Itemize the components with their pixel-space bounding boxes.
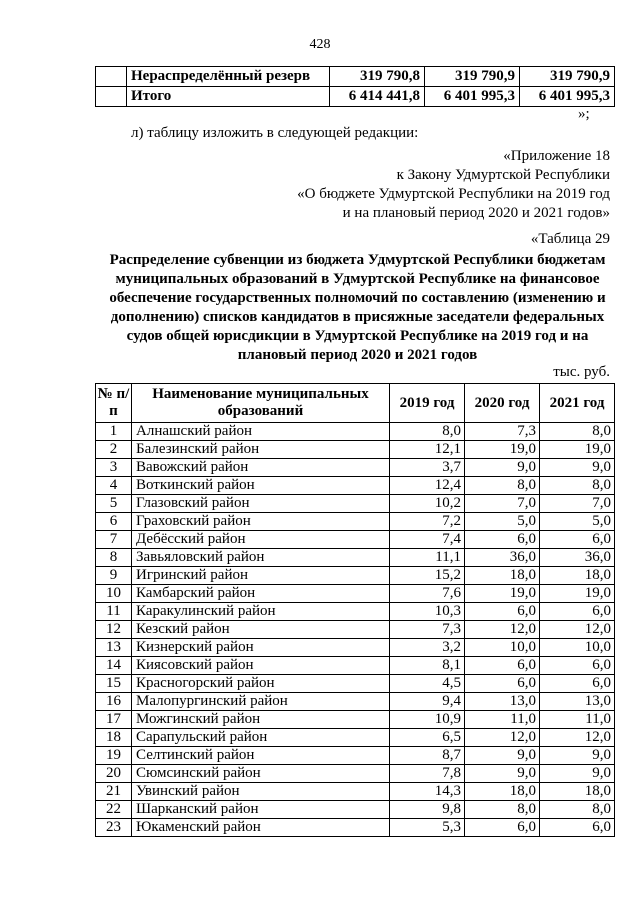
table-row [96, 585, 615, 603]
document-title: Распределение субвенции из бюджета Удмуртской Республики бюджетам муниципальных образований в Удмуртской Республике на финансовое обеспечение государственных полномочий по составлению (изменению и дополнению) списков кандидатов в присяжные заседатели федеральных судов общей юрисдикции в Удмуртской Республике на 2019 год и на плановый период 2020 и 2021 годов [109, 252, 606, 363]
table-label: «Таблица 29 [530, 231, 610, 247]
table-row [96, 801, 615, 819]
value-2020: 319 790,9 [425, 67, 520, 87]
value-2019: 8,7 [390, 747, 465, 765]
row-number: 20 [96, 765, 132, 783]
value-2020: 18,0 [465, 783, 540, 801]
value-2020: 12,0 [465, 621, 540, 639]
value-2019: 12,1 [390, 441, 465, 459]
value-2020: 19,0 [465, 441, 540, 459]
row-number: 16 [96, 693, 132, 711]
value-2021: 36,0 [540, 549, 615, 567]
value-2020: 6 401 995,3 [425, 87, 520, 107]
value-2021: 8,0 [540, 477, 615, 495]
value-2020: 9,0 [465, 459, 540, 477]
municipality-name: Киясовский район [132, 657, 390, 675]
value-2019: 3,7 [390, 459, 465, 477]
value-2019: 12,4 [390, 477, 465, 495]
municipality-name: Малопургинский район [132, 693, 390, 711]
row-number: 7 [96, 531, 132, 549]
row-number: 10 [96, 585, 132, 603]
value-2021: 6,0 [540, 819, 615, 837]
table-row [96, 693, 615, 711]
value-2020: 6,0 [465, 657, 540, 675]
column-header-name: Наименование муниципальных образований [132, 384, 390, 423]
row-number: 21 [96, 783, 132, 801]
value-2021: 6,0 [540, 675, 615, 693]
value-2019: 5,3 [390, 819, 465, 837]
row-number: 1 [96, 423, 132, 441]
value-2021: 5,0 [540, 513, 615, 531]
value-2020: 6,0 [465, 603, 540, 621]
municipality-name: Игринский район [132, 567, 390, 585]
appendix-header [297, 147, 610, 223]
value-2021: 6,0 [540, 531, 615, 549]
value-2019: 9,8 [390, 801, 465, 819]
value-2020: 9,0 [465, 747, 540, 765]
value-2020: 8,0 [465, 477, 540, 495]
value-2020: 6,0 [465, 819, 540, 837]
row-number: 4 [96, 477, 132, 495]
municipality-name: Сюмсинский район [132, 765, 390, 783]
appendix-line: и на плановый период 2020 и 2021 годов» [342, 205, 610, 221]
municipality-name: Вавожский район [132, 459, 390, 477]
row-number: 2 [96, 441, 132, 459]
value-2021: 6,0 [540, 603, 615, 621]
municipality-name: Селтинский район [132, 747, 390, 765]
table-row [96, 459, 615, 477]
table-row [96, 783, 615, 801]
value-2020: 7,3 [465, 423, 540, 441]
value-2019: 10,2 [390, 495, 465, 513]
row-number: 8 [96, 549, 132, 567]
unit-label: тыс. руб. [553, 364, 610, 380]
value-2019: 11,1 [390, 549, 465, 567]
value-2019: 9,4 [390, 693, 465, 711]
municipality-name: Глазовский район [132, 495, 390, 513]
appendix-line: «О бюджете Удмуртской Республики на 2019 год [297, 186, 610, 202]
value-2021: 18,0 [540, 783, 615, 801]
table-row [96, 87, 615, 107]
value-2019: 7,3 [390, 621, 465, 639]
value-2021: 19,0 [540, 585, 615, 603]
table-row [96, 747, 615, 765]
closing-quote: »; [578, 106, 590, 122]
table-row [96, 621, 615, 639]
row-number: 11 [96, 603, 132, 621]
value-2021: 12,0 [540, 729, 615, 747]
table-header-row [96, 384, 615, 423]
table-row [96, 765, 615, 783]
value-2020: 6,0 [465, 531, 540, 549]
value-2020: 10,0 [465, 639, 540, 657]
table-row [96, 477, 615, 495]
row-number: 14 [96, 657, 132, 675]
row-number: 6 [96, 513, 132, 531]
table-row [96, 675, 615, 693]
value-2020: 11,0 [465, 711, 540, 729]
row-number: 3 [96, 459, 132, 477]
value-2019: 6,5 [390, 729, 465, 747]
value-2021: 10,0 [540, 639, 615, 657]
row-number: 18 [96, 729, 132, 747]
value-2021: 9,0 [540, 747, 615, 765]
column-header-2021: 2021 год [540, 384, 615, 423]
value-2019: 4,5 [390, 675, 465, 693]
value-2021: 8,0 [540, 801, 615, 819]
value-2019: 7,2 [390, 513, 465, 531]
municipality-name: Дебёсский район [132, 531, 390, 549]
table-row [96, 603, 615, 621]
municipality-name: Кизнерский район [132, 639, 390, 657]
value-2021: 18,0 [540, 567, 615, 585]
instruction-text: л) таблицу изложить в следующей редакции: [131, 125, 419, 141]
value-2019: 14,3 [390, 783, 465, 801]
table-row [96, 67, 615, 87]
value-2021: 6,0 [540, 657, 615, 675]
municipality-name: Можгинский район [132, 711, 390, 729]
row-number: 17 [96, 711, 132, 729]
row-number: 23 [96, 819, 132, 837]
table-row [96, 495, 615, 513]
table-row [96, 423, 615, 441]
row-number: 13 [96, 639, 132, 657]
value-2021: 9,0 [540, 765, 615, 783]
table-row [96, 711, 615, 729]
value-2021: 8,0 [540, 423, 615, 441]
column-header-number: № п/п [96, 384, 132, 423]
table-cell-empty [96, 67, 127, 87]
municipality-name: Балезинский район [132, 441, 390, 459]
row-number: 9 [96, 567, 132, 585]
value-2019: 7,4 [390, 531, 465, 549]
table-cell-empty [96, 87, 127, 107]
value-2020: 12,0 [465, 729, 540, 747]
value-2021: 13,0 [540, 693, 615, 711]
value-2020: 18,0 [465, 567, 540, 585]
municipality-name: Кезский район [132, 621, 390, 639]
municipality-name: Граховский район [132, 513, 390, 531]
table-row [96, 441, 615, 459]
value-2020: 19,0 [465, 585, 540, 603]
value-2020: 5,0 [465, 513, 540, 531]
value-2020: 36,0 [465, 549, 540, 567]
table-row [96, 729, 615, 747]
value-2020: 6,0 [465, 675, 540, 693]
value-2021: 9,0 [540, 459, 615, 477]
value-2019: 8,1 [390, 657, 465, 675]
value-2021: 12,0 [540, 621, 615, 639]
value-2021: 319 790,9 [520, 67, 615, 87]
value-2019: 10,9 [390, 711, 465, 729]
municipality-name: Шарканский район [132, 801, 390, 819]
table-row [96, 657, 615, 675]
row-number: 22 [96, 801, 132, 819]
reserve-total-table [95, 66, 615, 107]
table-row [96, 567, 615, 585]
municipality-name: Воткинский район [132, 477, 390, 495]
value-2021: 11,0 [540, 711, 615, 729]
subvention-table [95, 383, 615, 837]
table-row [96, 513, 615, 531]
municipality-name: Алнашский район [132, 423, 390, 441]
value-2019: 15,2 [390, 567, 465, 585]
column-header-2019: 2019 год [390, 384, 465, 423]
value-2019: 8,0 [390, 423, 465, 441]
row-label: Итого [127, 87, 330, 107]
appendix-line: «Приложение 18 [503, 148, 610, 164]
table-row [96, 819, 615, 837]
value-2021: 19,0 [540, 441, 615, 459]
table-row [96, 531, 615, 549]
value-2019: 319 790,8 [330, 67, 425, 87]
municipality-name: Завьяловский район [132, 549, 390, 567]
column-header-2020: 2020 год [465, 384, 540, 423]
value-2019: 7,8 [390, 765, 465, 783]
value-2021: 6 401 995,3 [520, 87, 615, 107]
value-2021: 7,0 [540, 495, 615, 513]
value-2019: 7,6 [390, 585, 465, 603]
value-2020: 7,0 [465, 495, 540, 513]
value-2019: 10,3 [390, 603, 465, 621]
row-number: 12 [96, 621, 132, 639]
value-2019: 3,2 [390, 639, 465, 657]
table-row [96, 549, 615, 567]
page-number: 428 [309, 37, 331, 52]
table-row [96, 639, 615, 657]
value-2020: 13,0 [465, 693, 540, 711]
row-number: 15 [96, 675, 132, 693]
appendix-line: к Закону Удмуртской Республики [396, 167, 610, 183]
row-label: Нераспределённый резерв [127, 67, 330, 87]
row-number: 19 [96, 747, 132, 765]
municipality-name: Сарапульский район [132, 729, 390, 747]
municipality-name: Каракулинский район [132, 603, 390, 621]
municipality-name: Увинский район [132, 783, 390, 801]
municipality-name: Юкаменский район [132, 819, 390, 837]
value-2019: 6 414 441,8 [330, 87, 425, 107]
value-2020: 9,0 [465, 765, 540, 783]
row-number: 5 [96, 495, 132, 513]
value-2020: 8,0 [465, 801, 540, 819]
municipality-name: Красногорский район [132, 675, 390, 693]
municipality-name: Камбарский район [132, 585, 390, 603]
